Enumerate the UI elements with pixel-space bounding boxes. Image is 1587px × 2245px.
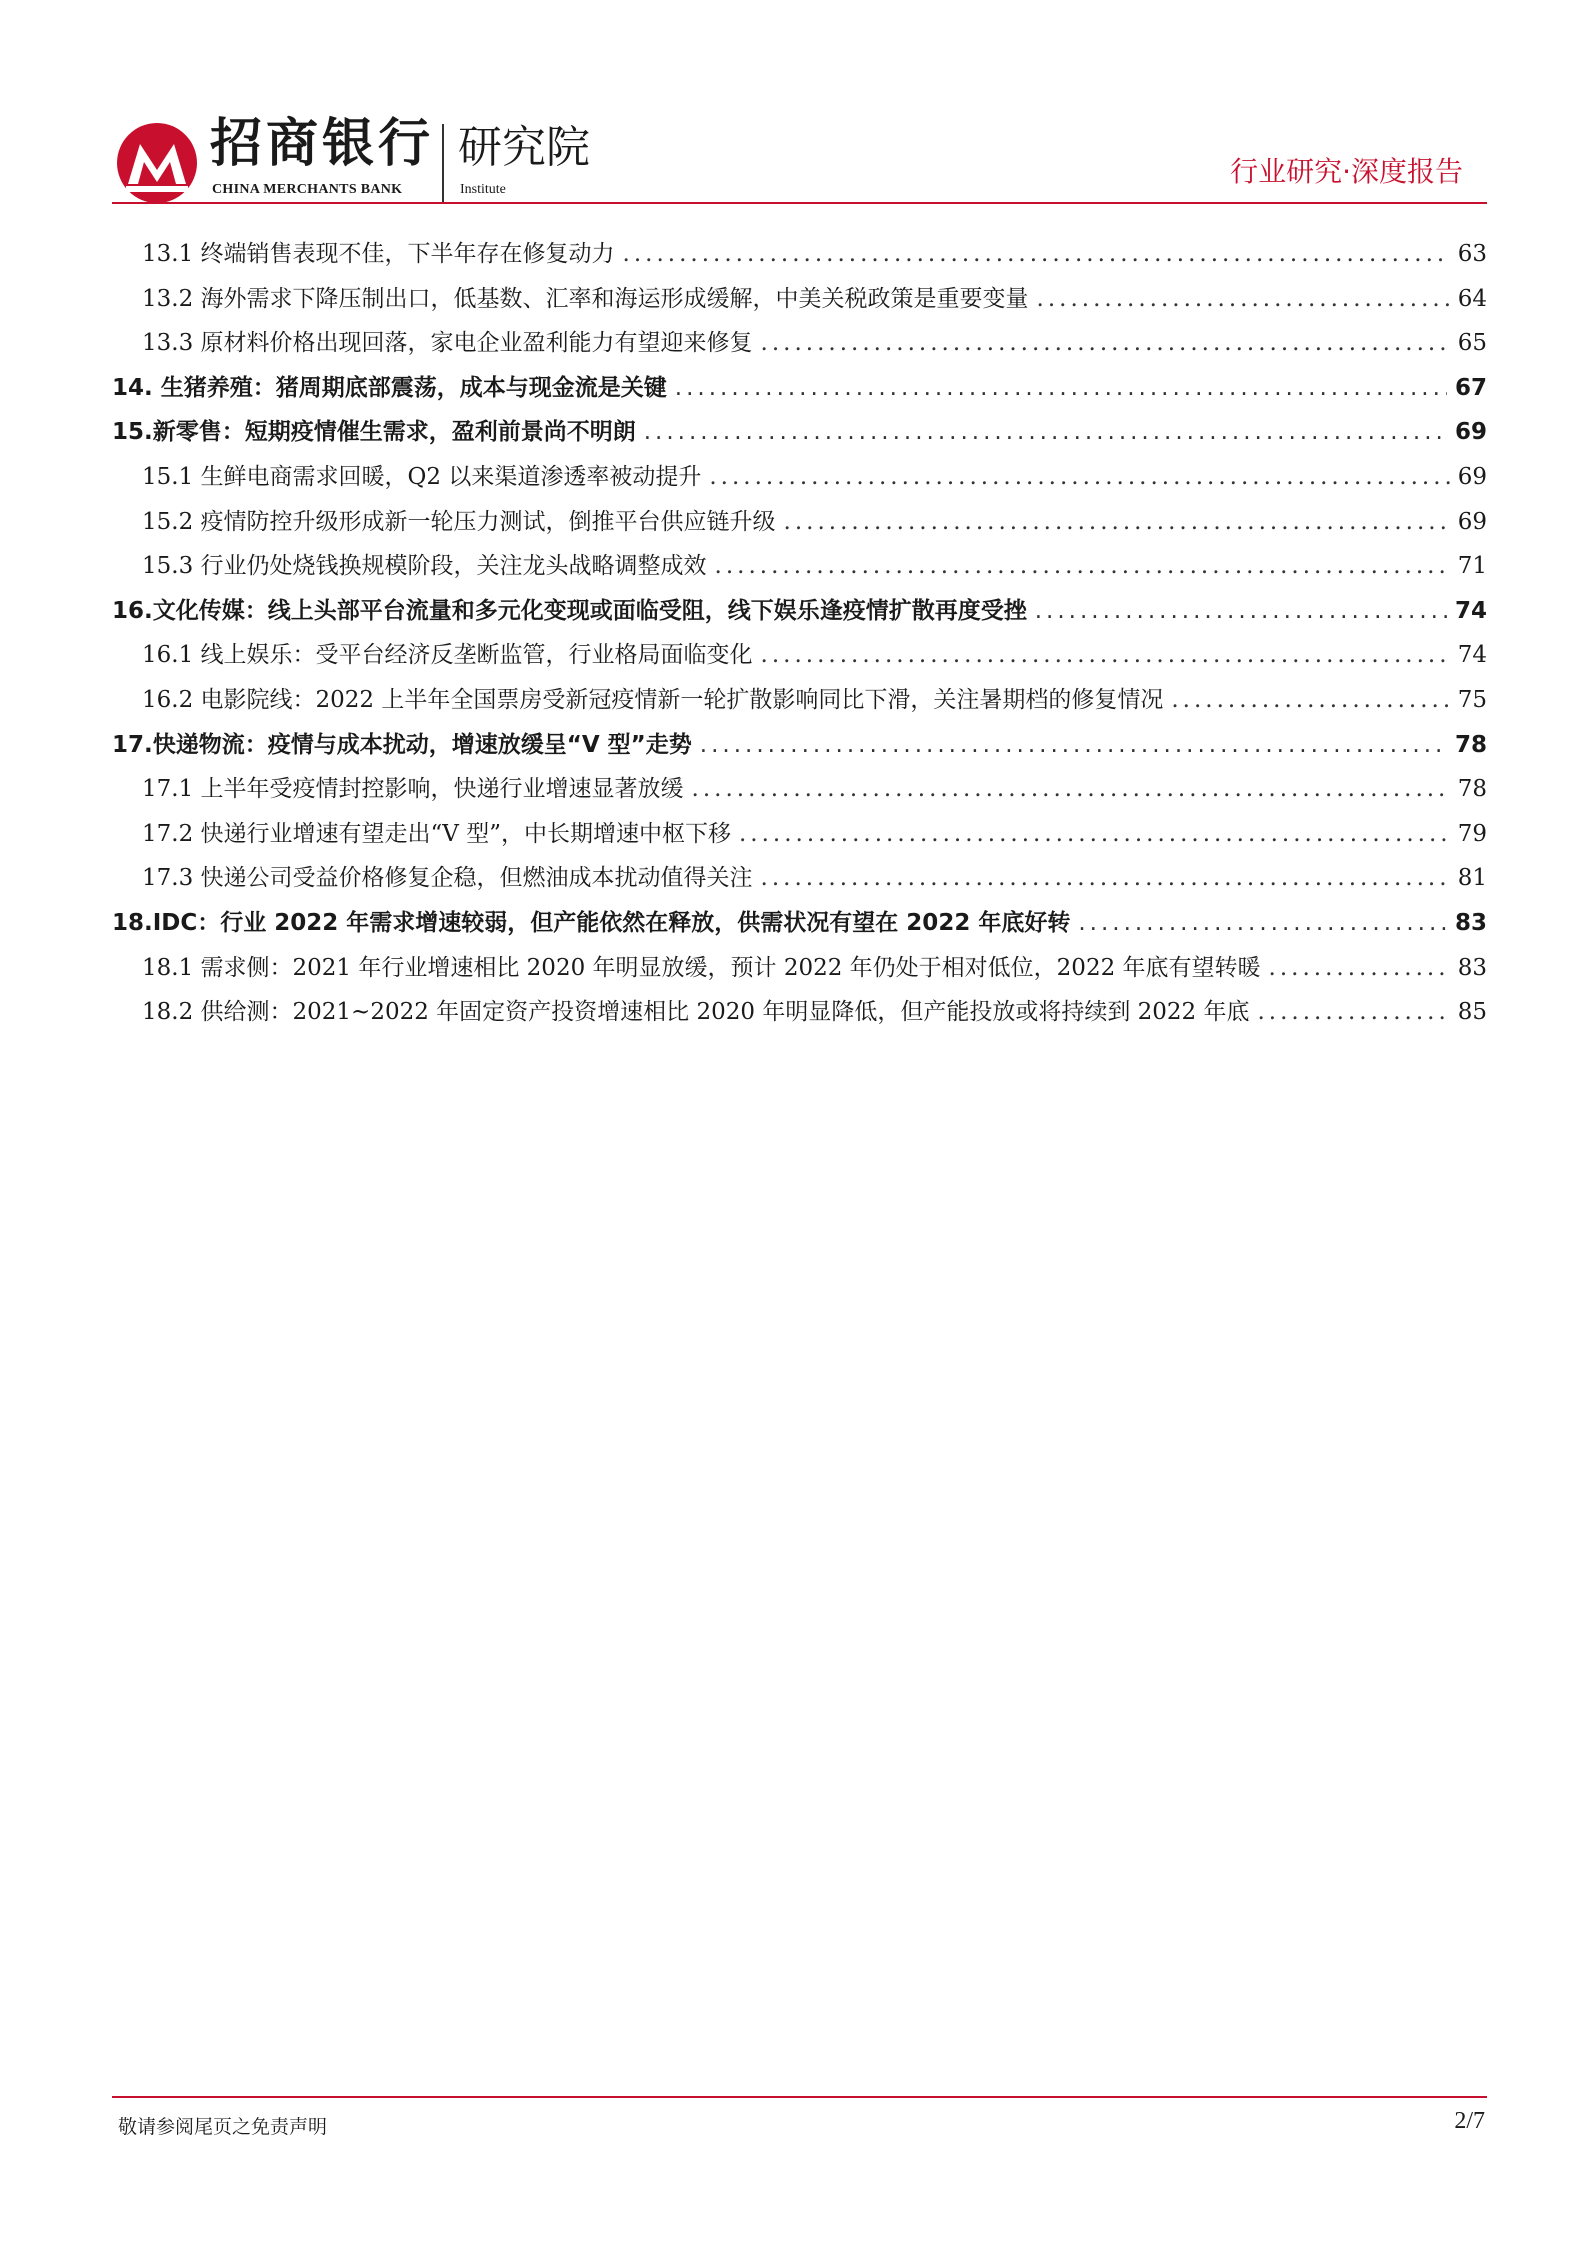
page-header <box>0 0 1587 210</box>
toc-entry-title: 18.2 供给测：2021~2022 年固定资产投资增速相比 2020 年明显降低，但产能投放或将持续到 2022 年底 <box>142 999 1250 1026</box>
toc-entry[interactable] <box>112 279 1487 319</box>
toc-entry[interactable] <box>112 858 1487 898</box>
toc-entry[interactable] <box>112 412 1487 452</box>
toc-entry-title: 17.3 快递公司受益价格修复企稳，但燃油成本扰动值得关注 <box>142 865 753 892</box>
toc-dot-leader <box>1257 992 1449 1032</box>
toc-dot-leader <box>1269 948 1450 988</box>
toc-entry-title: 16.文化传媒：线上头部平台流量和多元化变现或面临受阻，线下娱乐逢疫情扩散再度受挫 <box>112 597 1027 624</box>
brand-divider <box>442 124 444 202</box>
toc-dot-leader <box>644 412 1447 452</box>
toc-dot-leader <box>761 323 1450 363</box>
toc-entry[interactable] <box>112 769 1487 809</box>
toc-entry-title: 15.3 行业仍处烧钱换规模阶段，关注龙头战略调整成效 <box>142 553 707 580</box>
toc-entry[interactable] <box>112 948 1487 988</box>
toc-dot-leader <box>623 234 1450 274</box>
toc-dot-leader <box>761 635 1450 675</box>
header-divider <box>112 202 1487 204</box>
toc-entry-page: 69 <box>1454 419 1487 446</box>
toc-entry-page: 75 <box>1457 687 1487 713</box>
footer-disclaimer: 敬请参阅尾页之免责声明 <box>118 2116 328 2138</box>
toc-dot-leader <box>1035 591 1447 631</box>
toc-entry-title: 16.1 线上娱乐：受平台经济反垄断监管，行业格局面临变化 <box>142 642 753 669</box>
institute-name-en: Institute <box>460 182 506 197</box>
toc-dot-leader <box>675 368 1447 408</box>
toc-entry-page: 83 <box>1454 910 1487 936</box>
toc-entry[interactable] <box>112 546 1487 586</box>
toc-entry-page: 69 <box>1457 508 1487 535</box>
toc-entry[interactable] <box>112 457 1487 497</box>
toc-entry[interactable] <box>112 234 1487 274</box>
brand-name-cn: 招商银行 <box>210 114 435 174</box>
toc-dot-leader <box>739 814 1450 854</box>
toc-entry[interactable] <box>112 368 1487 408</box>
cmb-logo-icon <box>116 122 198 204</box>
toc-entry-title: 14. 生猪养殖：猪周期底部震荡，成本与现金流是关键 <box>112 374 667 401</box>
toc-entry-page: 83 <box>1457 954 1487 981</box>
toc-entry-title: 17.快递物流：疫情与成本扰动，增速放缓呈“V 型”走势 <box>112 731 692 758</box>
institute-name-cn: 研究院 <box>458 122 590 173</box>
toc-entry-page: 71 <box>1457 553 1487 580</box>
toc-entry-title: 15.2 疫情防控升级形成新一轮压力测试，倒推平台供应链升级 <box>142 508 776 535</box>
toc-entry-page: 85 <box>1457 999 1487 1026</box>
toc-entry[interactable] <box>112 323 1487 363</box>
toc-entry-title: 18.1 需求侧：2021 年行业增速相比 2020 年明显放缓，预计 2022 年仍处于相对低位，2022 年底有望转暖 <box>142 954 1261 981</box>
toc-entry-title: 16.2 电影院线：2022 上半年全国票房受新冠疫情新一轮扩散影响同比下滑，关注暑期档的修复情况 <box>142 687 1164 713</box>
toc-entry[interactable] <box>112 635 1487 675</box>
toc-entry-page: 64 <box>1457 285 1487 312</box>
toc-entry-page: 81 <box>1457 865 1487 892</box>
toc-entry[interactable] <box>112 591 1487 631</box>
toc-entry[interactable] <box>112 903 1487 943</box>
report-type-label: 行业研究·深度报告 <box>1230 155 1463 188</box>
toc-dot-leader <box>784 502 1450 542</box>
toc-entry-page: 78 <box>1454 731 1487 758</box>
toc-entry-page: 69 <box>1457 464 1487 490</box>
toc-entry-page: 78 <box>1457 776 1487 803</box>
toc-entry-page: 79 <box>1457 820 1487 847</box>
toc-entry[interactable] <box>112 725 1487 765</box>
brand-name-en: CHINA MERCHANTS BANK <box>212 182 403 197</box>
toc-dot-leader <box>1171 680 1449 720</box>
toc-entry-title: 15.1 生鲜电商需求回暖，Q2 以来渠道渗透率被动提升 <box>142 464 702 490</box>
toc-dot-leader <box>1078 903 1447 943</box>
toc-dot-leader <box>692 769 1450 809</box>
toc-dot-leader <box>709 457 1449 497</box>
toc-entry[interactable] <box>112 680 1487 720</box>
toc-entry[interactable] <box>112 502 1487 542</box>
toc-entry-title: 18.IDC：行业 2022 年需求增速较弱，但产能依然在释放，供需状况有望在 2022 年底好转 <box>112 910 1071 936</box>
toc-entry[interactable] <box>112 814 1487 854</box>
toc-entry-title: 15.新零售：短期疫情催生需求，盈利前景尚不明朗 <box>112 419 636 446</box>
toc-dot-leader <box>715 546 1450 586</box>
toc-entry-page: 63 <box>1457 241 1487 267</box>
toc-entry-page: 74 <box>1454 597 1487 624</box>
toc-entry-title: 13.3 原材料价格出现回落，家电企业盈利能力有望迎来修复 <box>142 330 753 357</box>
page-number: 2/7 <box>1454 2108 1485 2134</box>
toc-entry-page: 67 <box>1454 374 1487 401</box>
toc-dot-leader <box>1037 279 1450 319</box>
footer-divider <box>112 2096 1487 2098</box>
toc-entry-page: 74 <box>1457 642 1487 669</box>
toc-dot-leader <box>700 725 1447 765</box>
toc-dot-leader <box>761 858 1450 898</box>
toc-entry-title: 13.1 终端销售表现不佳，下半年存在修复动力 <box>142 241 615 267</box>
toc-entry-title: 17.1 上半年受疫情封控影响，快递行业增速显著放缓 <box>142 776 684 803</box>
toc-entry-title: 17.2 快递行业增速有望走出“V 型”，中长期增速中枢下移 <box>142 820 731 847</box>
toc-entry[interactable] <box>112 992 1487 1032</box>
toc-entry-page: 65 <box>1457 330 1487 357</box>
toc-entry-title: 13.2 海外需求下降压制出口，低基数、汇率和海运形成缓解，中美关税政策是重要变量 <box>142 285 1029 312</box>
